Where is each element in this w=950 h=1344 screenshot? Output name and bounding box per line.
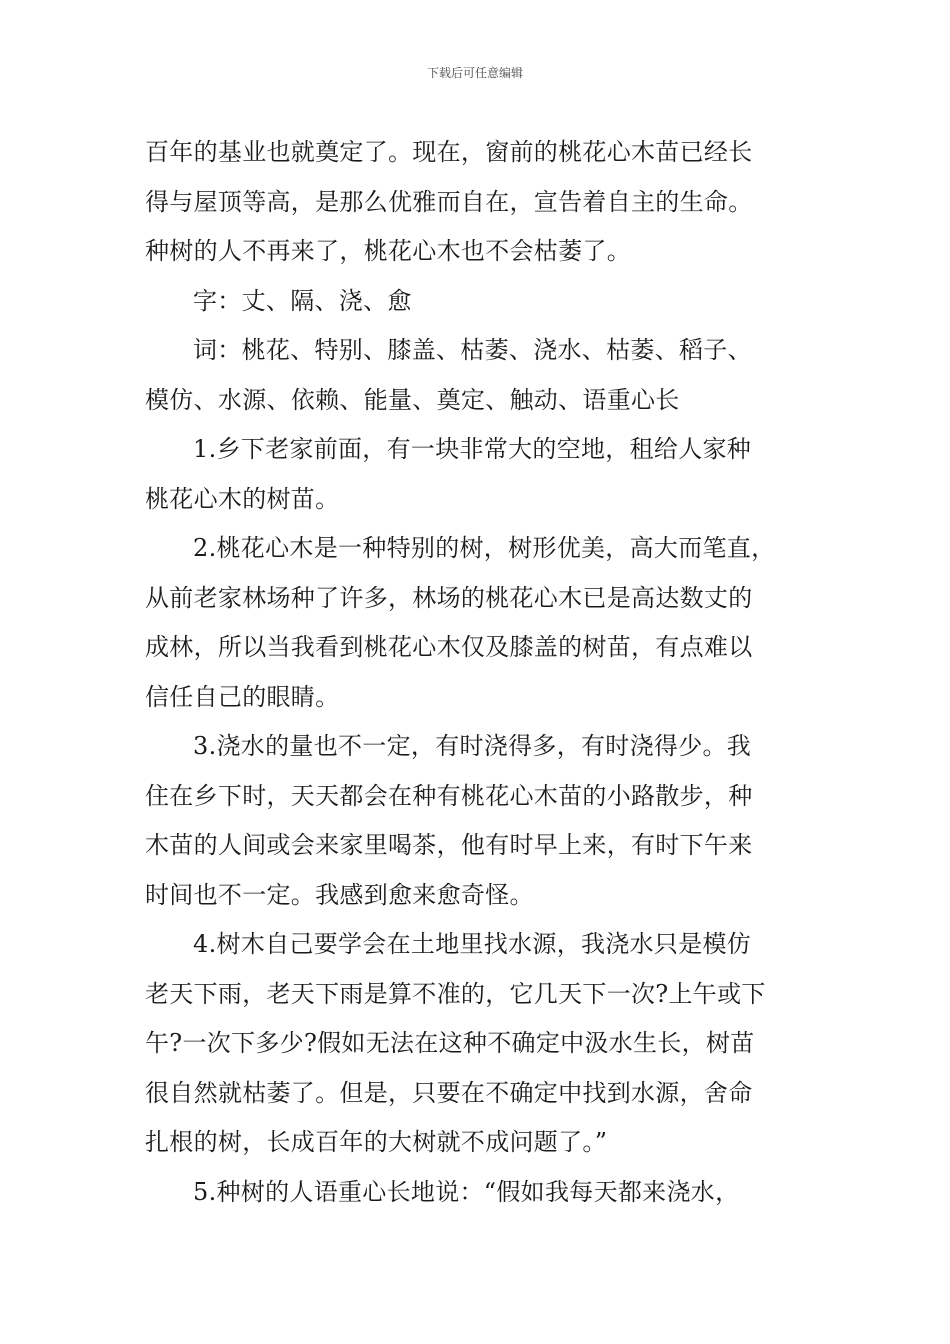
text-line: 模仿、水源、依赖、能量、奠定、触动、语重心长 xyxy=(145,385,680,414)
text-line: 扎根的树，长成百年的大树就不成问题了。” xyxy=(145,1128,608,1156)
text-line: 木苗的人间或会来家里喝茶，他有时早上来，有时下午来 xyxy=(145,831,753,859)
text-line: 百年的基业也就奠定了。现在，窗前的桃花心木苗已经长 xyxy=(145,138,753,166)
text-line: 很自然就枯萎了。但是，只要在不确定中找到水源，舍命 xyxy=(145,1078,753,1107)
numbered-item-4: 4.树木自己要学会在土地里找水源，我浇水只是模仿 xyxy=(193,930,752,958)
vocab-characters-line: 字：丈、隔、浇、愈 xyxy=(193,286,412,315)
vocab-words-line: 词：桃花、特别、膝盖、枯萎、浇水、枯萎、稻子、 xyxy=(193,336,752,364)
document-body xyxy=(145,128,810,1217)
text-line: 信任自己的眼睛。 xyxy=(145,682,340,711)
text-line: 午?一次下多少?假如无法在这种不确定中汲水生长，树苗 xyxy=(145,1029,755,1057)
numbered-item-3: 3.浇水的量也不一定，有时浇得多，有时浇得少。我 xyxy=(193,732,752,760)
text-line: 成林，所以当我看到桃花心木仅及膝盖的树苗，有点难以 xyxy=(145,633,753,661)
text-line: 种树的人不再来了，桃花心木也不会枯萎了。 xyxy=(145,237,631,265)
text-line: 住在乡下时，天天都会在种有桃花心木苗的小路散步，种 xyxy=(145,781,753,810)
page-header: 下载后可任意编辑 xyxy=(426,66,523,80)
numbered-item-5: 5.种树的人语重心长地说：“假如我每天都来浇水， xyxy=(193,1177,740,1206)
text-line: 得与屋顶等高，是那么优雅而自在，宣告着自主的生命。 xyxy=(145,187,753,216)
text-line: 老天下雨，老天下雨是算不准的，它几天下一次?上午或下 xyxy=(145,979,766,1008)
numbered-item-2: 2.桃花心木是一种特别的树，树形优美，高大而笔直， xyxy=(193,534,776,562)
text-line: 时间也不一定。我感到愈来愈奇怪。 xyxy=(145,880,534,909)
text-line: 从前老家林场种了许多，林场的桃花心木已是高达数丈的 xyxy=(145,583,753,612)
text-line: 桃花心木的树苗。 xyxy=(145,484,340,513)
numbered-item-1: 1.乡下老家前面，有一块非常大的空地，租给人家种 xyxy=(193,435,752,463)
